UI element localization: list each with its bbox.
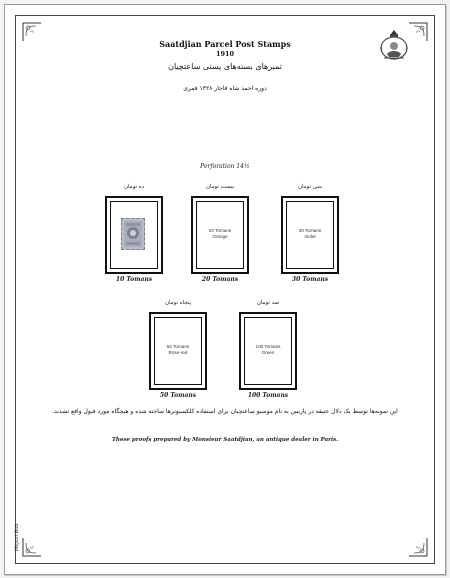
stamp-value-caption: 20 Tomans <box>201 276 239 283</box>
perforation-label: Perforation 14½ <box>200 163 250 170</box>
stamp-value-caption: 10 Tomans <box>115 276 153 283</box>
stamp-frame <box>191 196 249 274</box>
stamp-slot <box>98 184 170 288</box>
page-year: 1910 <box>215 50 235 58</box>
stamp-persian-value: سی تومان <box>298 184 322 190</box>
page-title: Saatdjian Parcel Post Stamps <box>159 39 291 49</box>
stamp-frame-value: 30 Tomans <box>298 228 322 233</box>
stamp-persian-value: ده تومان <box>123 184 145 190</box>
english-note: These proofs prepared by Monsieur Saatdjian, an antique dealer in Paris. <box>111 437 339 443</box>
stamp-slot <box>184 184 256 288</box>
stamp-frame <box>149 312 207 390</box>
stamp-slot <box>274 184 346 288</box>
stamp-value-caption: 50 Tomans <box>159 392 197 399</box>
stamp-persian-value: پنجاه تومان <box>164 300 192 306</box>
stamp-persian-value: صد تومان <box>256 300 280 306</box>
signature <box>14 507 28 555</box>
stamp-frame-color: Orange <box>212 234 228 239</box>
corner-ornament-icon <box>408 537 428 557</box>
persian-title: تمبرهای بسته‌های پستی ساعتچیان <box>168 62 282 71</box>
stamp-frame <box>105 196 163 274</box>
stamp-frame-value: 100 Tomans <box>255 344 281 349</box>
persian-note: این نمونه‌ها توسط یک دلال عتیقه در پاریس به نام موسیو ساعتچیان برای استفاده کلکسیونرها ساخته شده و هیچگاه مورد قبول واقع نشدند. <box>52 408 398 415</box>
stamp-frame <box>281 196 339 274</box>
stamp-slot <box>142 300 214 404</box>
stamp-image <box>121 218 145 250</box>
stamp-frame-color: Rose-red <box>168 350 188 355</box>
persian-subtitle: دوره احمد شاه قاجار ۱۳۲۸ قمری <box>183 85 267 92</box>
stamp-slot <box>232 300 304 404</box>
stamp-frame-color: Violet <box>304 234 316 239</box>
stamp-value-caption: 30 Tomans <box>291 276 329 283</box>
signature-text: Hejazi Bab <box>14 523 20 551</box>
stamp-frame-value: 20 Tomans <box>208 228 232 233</box>
stamp-frame-color: Green <box>261 350 275 355</box>
stamp-frame <box>239 312 297 390</box>
stamp-frame-value: 50 Tomans <box>166 344 190 349</box>
page-border <box>15 15 435 564</box>
stamp-value-caption: 100 Tomans <box>247 392 289 399</box>
stamp-persian-value: بیست تومان <box>205 184 235 190</box>
